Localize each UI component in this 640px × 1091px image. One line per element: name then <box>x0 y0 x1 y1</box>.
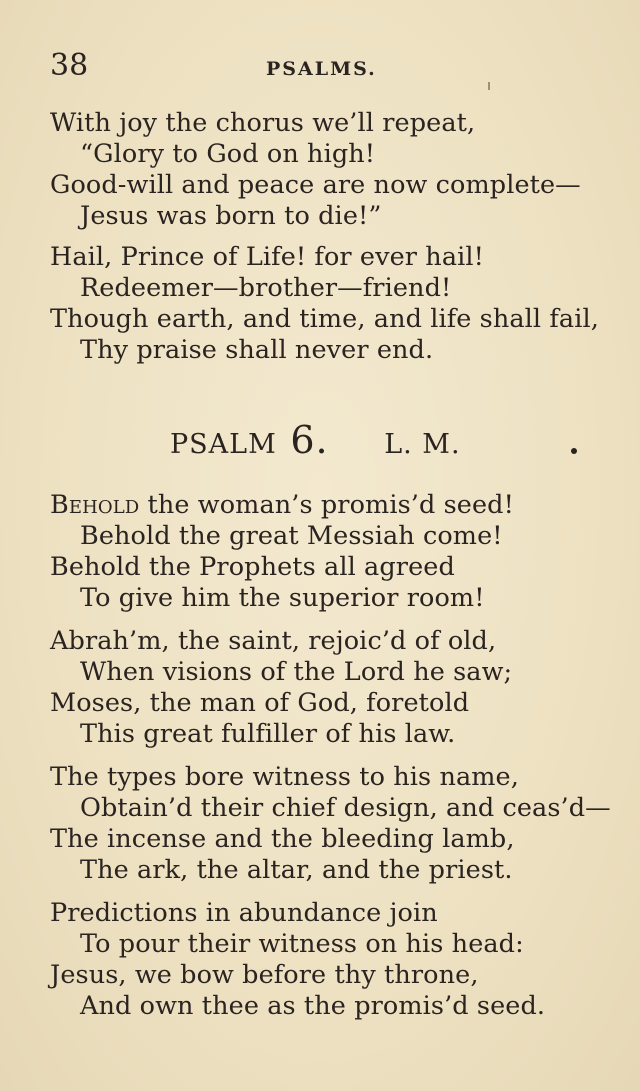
verse-line: Jesus was born to die!” <box>80 201 382 231</box>
psalm-heading <box>170 418 461 462</box>
verse-line: Moses, the man of God, foretold <box>50 688 470 718</box>
verse-line: The types bore witness to his name, <box>50 762 519 792</box>
verse-line: “Glory to God on high! <box>80 139 376 169</box>
verse-line: And own thee as the promis’d seed. <box>80 991 546 1021</box>
verse-line: The incense and the bleeding lamb, <box>50 824 515 854</box>
verse-line: Redeemer—brother—friend! <box>80 273 452 303</box>
verse-line: The ark, the altar, and the priest. <box>80 855 513 885</box>
verse-line: Predictions in abundance join <box>50 898 438 928</box>
stanza <box>50 490 610 614</box>
verse-line: This great fulfiller of his law. <box>80 719 456 749</box>
verse-line: Thy praise shall never end. <box>80 335 434 365</box>
verse-line: To pour their witness on his head: <box>80 929 524 959</box>
verse-line: Hail, Prince of Life! for ever hail! <box>50 242 484 272</box>
ornament-dot <box>571 448 577 454</box>
page-header <box>50 48 600 88</box>
verse-line: Though earth, and time, and life shall fail, <box>50 304 599 334</box>
verse-line: To give him the superior room! <box>80 583 485 613</box>
stanza <box>50 108 610 232</box>
verse-line: Abrah’m, the saint, rejoic’d of old, <box>50 626 497 656</box>
stanza <box>50 898 610 1022</box>
verse-line: When visions of the Lord he saw; <box>80 657 513 687</box>
stanza <box>50 626 610 750</box>
verse-line: Good-will and peace are now complete— <box>50 170 581 200</box>
verse-line: With joy the chorus we’ll repeat, <box>50 108 476 138</box>
stanza <box>50 762 610 886</box>
psalm-number: 6. <box>290 418 329 462</box>
psalm-meter: L. M. <box>384 429 461 460</box>
first-word: Behold <box>50 490 140 520</box>
print-speck-mark <box>488 82 490 90</box>
running-head: PSALMS. <box>266 58 377 80</box>
verse-line: Behold the great Messiah come! <box>80 521 503 551</box>
verse-line: Obtain’d their chief design, and ceas’d— <box>80 793 611 823</box>
verse-line: Jesus, we bow before thy throne, <box>50 960 479 990</box>
stanza <box>50 242 610 366</box>
verse-line <box>50 490 610 521</box>
page-number: 38 <box>50 48 89 83</box>
first-line-rest: the woman’s promis’d seed! <box>139 490 514 520</box>
verse-line: Behold the Prophets all agreed <box>50 552 455 582</box>
psalm-label: PSALM <box>170 429 277 460</box>
